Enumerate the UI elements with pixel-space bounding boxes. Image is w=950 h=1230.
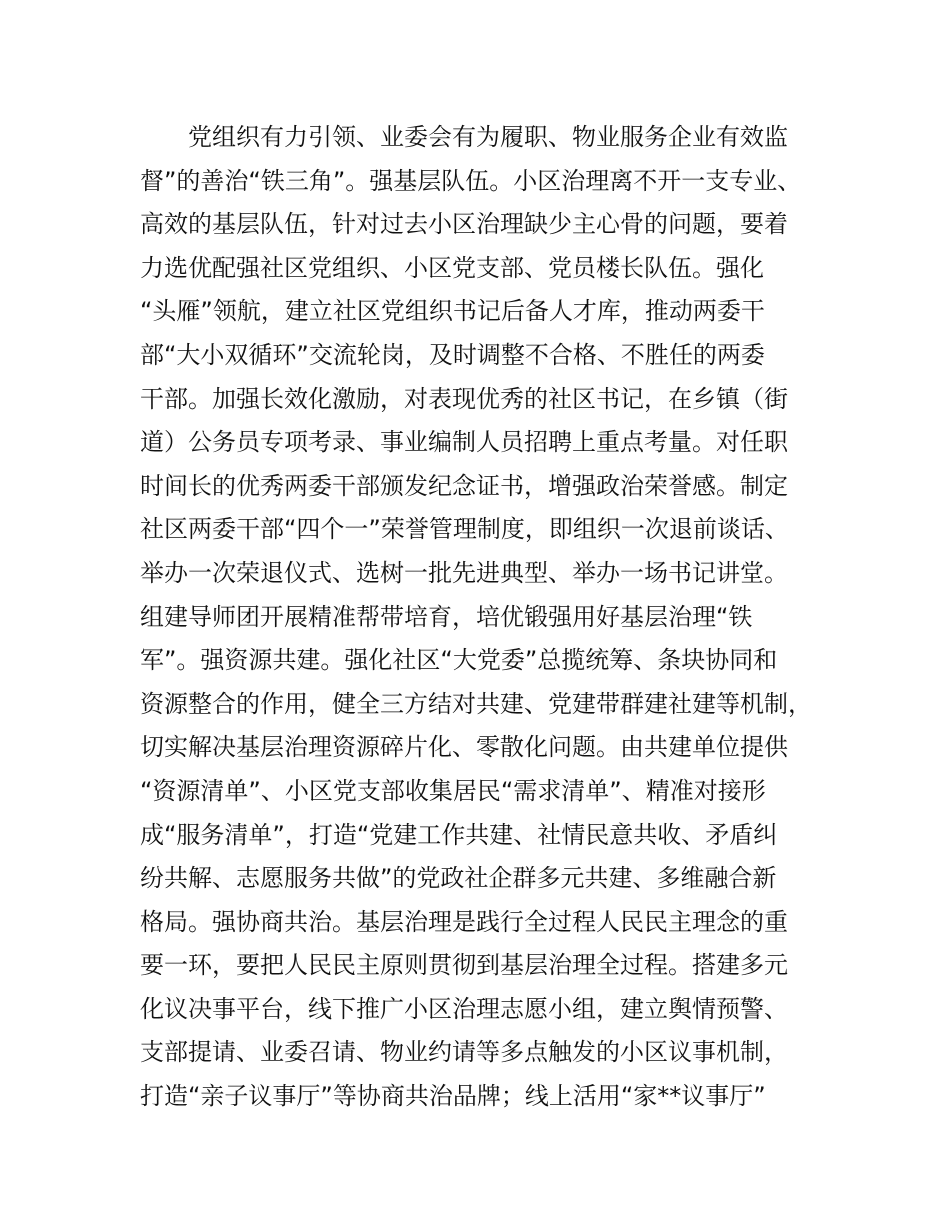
text-line: 化议决事平台，线下推广小区治理志愿小组，建立舆情预警、 [140, 994, 788, 1023]
text-line: 支部提请、业委召请、物业约请等多点触发的小区议事机制， [140, 1038, 788, 1067]
text-line: 部“大小双循环”交流轮岗，及时调整不合格、不胜任的两委 [140, 340, 765, 369]
text-line: 举办一次荣退仪式、选树一批先进典型、举办一场书记讲堂。 [140, 558, 788, 587]
text-line: “资源清单”、小区党支部收集居民“需求清单”、精准对接形 [140, 776, 766, 805]
text-line: 党组织有力引领、业委会有为履职、物业服务企业有效监 [188, 123, 788, 151]
text-line: 时间长的优秀两委干部颁发纪念证书，增强政治荣誉感。制定 [140, 471, 788, 500]
text-line: 干部。加强长效化激励，对表现优秀的社区书记，在乡镇（街 [140, 384, 788, 413]
text-line: 督”的善治“铁三角”。强基层队伍。小区治理离不开一支专业、 [140, 166, 802, 195]
text-line: 资源整合的作用，健全三方结对共建、党建带群建社建等机制， [140, 689, 812, 718]
text-line: 格局。强协商共治。基层治理是践行全过程人民民主理念的重 [140, 907, 788, 936]
text-line: 要一环，要把人民民主原则贯彻到基层治理全过程。搭建多元 [140, 951, 788, 980]
text-line: 社区两委干部“四个一”荣誉管理制度，即组织一次退前谈话、 [140, 515, 789, 544]
text-line: 军”。强资源共建。强化社区“大党委”总揽统筹、条块协同和 [140, 646, 778, 675]
text-line: 切实解决基层治理资源碎片化、零散化问题。由共建单位提供 [140, 733, 788, 762]
text-line: 高效的基层队伍，针对过去小区治理缺少主心骨的问题，要着 [140, 210, 788, 239]
text-line: 成“服务清单”，打造“党建工作共建、社情民意共收、矛盾纠 [140, 820, 778, 849]
text-line: 打造“亲子议事厅”等协商共治品牌；线上活用“家**议事厅” [140, 1082, 766, 1111]
body-paragraph [140, 116, 840, 1119]
text-line: 道）公务员专项考录、事业编制人员招聘上重点考量。对任职 [140, 428, 788, 457]
text-line: “头雁”领航，建立社区党组织书记后备人才库，推动两委干 [140, 297, 765, 326]
text-line: 纷共解、志愿服务共做”的党政社企群多元共建、多维融合新 [140, 864, 777, 893]
text-line: 力选优配强社区党组织、小区党支部、党员楼长队伍。强化 [140, 253, 764, 282]
text-line: 组建导师团开展精准帮带培育，培优锻强用好基层治理“铁 [140, 602, 753, 631]
